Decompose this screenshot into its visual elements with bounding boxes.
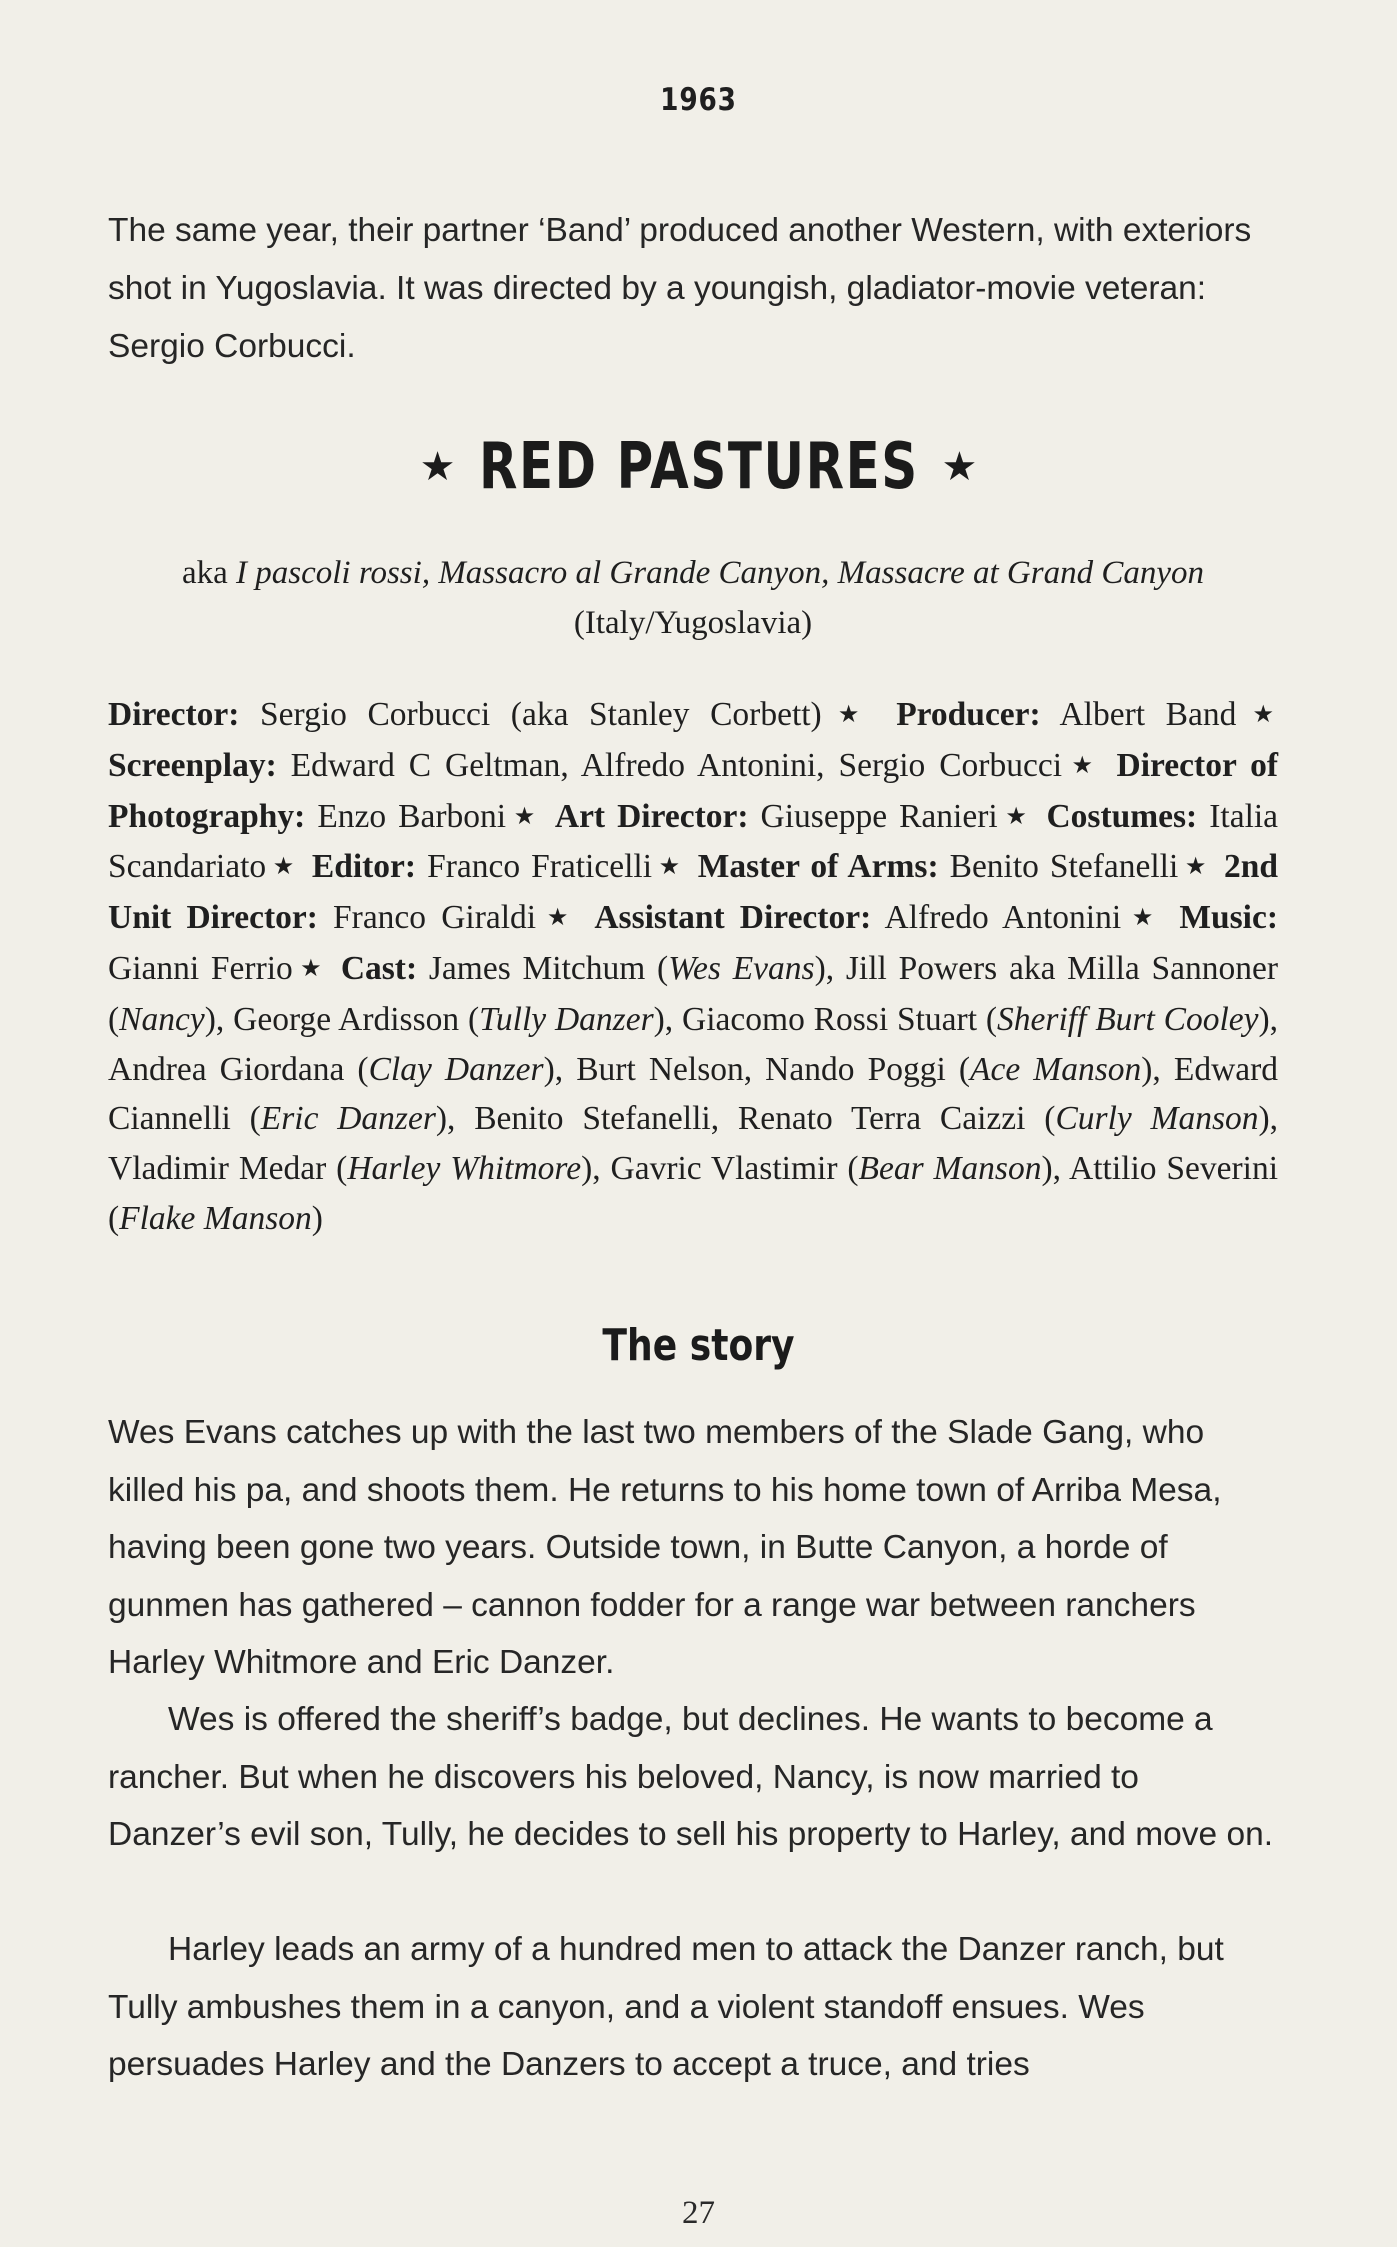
credit-value: Franco Fraticelli [427,848,652,886]
aka-prefix: aka [181,555,237,591]
cast-role: Wes Evans [668,949,815,987]
cast-actor: Benito Stefanelli, Renato Terra Caizzi [474,1100,1026,1138]
film-title-text: RED PASTURES [478,430,919,504]
cast-role: Clay Danzer [368,1050,544,1088]
aka-titles: I pascoli rossi, Massacro al Grande Canyon, Massacre at Grand Canyon [236,555,1204,591]
cast-role: Bear Manson [858,1150,1042,1188]
running-head: 1963 [660,82,737,118]
cast-role: Sheriff Burt Cooley [997,1000,1259,1038]
credit-value: Giuseppe Ranieri [760,797,998,835]
credit-value: Benito Stefanelli [949,848,1179,886]
cast-actor: Edward Ciannelli [108,1050,1279,1138]
credit-label: Costumes: [1046,797,1198,835]
credit-value: Albert Band [1059,696,1237,733]
cast-role: Eric Danzer [260,1100,436,1138]
cast-role: Harley Whitmore [347,1150,582,1188]
credit-label: Screenplay: [108,746,277,784]
credit-label: Director: [108,696,240,733]
credit-value: Italia Scandariato [108,797,1279,886]
star-separator-icon: ★ [270,854,297,881]
cast-actor: Attilio Severini [1069,1150,1279,1188]
credit-label: Assistant Director: [594,899,872,937]
star-separator-icon: ★ [296,955,326,982]
star-separator-icon: ★ [1066,752,1099,779]
cast-actor: Gavric Vlastimir [610,1150,838,1188]
credit-label: Director of Photography: [108,746,1279,835]
cast-actor: Vladimir Medar [108,1150,327,1188]
cast-role: Tully Danzer [479,1000,654,1038]
star-separator-icon: ★ [1125,905,1161,932]
intro-paragraph: The same year, their partner ‘Band’ produced another Western, with exteriors shot in Yugoslavia. It was directed by a youngish, gladiator-movie veteran: Sergio Corbucci. [108,212,1252,365]
credit-value: Enzo Barboni [317,797,507,835]
star-icon: ★ [941,444,978,490]
star-separator-icon: ★ [540,905,576,932]
cast-actor: George Ardisson [233,1000,460,1038]
countries: (Italy/Yugoslavia) [573,605,813,641]
star-icon: ★ [419,444,456,490]
credit-value: Sergio Corbucci (aka Stanley Corbett) [260,696,822,733]
star-separator-icon: ★ [1240,702,1275,728]
cast-actor: Burt Nelson, Nando Poggi [576,1050,946,1088]
story-paragraph: Harley leads an army of a hundred men to attack the Danzer ranch, but Tully ambushes them in a canyon, and a violent standoff ensues. Wes persuades Harley and the Danzers to accept a truce, and tries [108,1931,1224,2084]
cast-actor: James Mitchum [428,949,646,987]
credit-value: Gianni Ferrio [108,949,293,987]
star-separator-icon: ★ [1182,854,1210,881]
credit-value: Edward C Geltman, Alfredo Antonini, Sergio Corbucci [290,746,1063,784]
star-separator-icon: ★ [510,803,539,830]
story-paragraph: Wes is offered the sheriff’s badge, but declines. He wants to become a rancher. But when he discovers his beloved, Nancy, is now married to Danzer’s evil son, Tully, he decides to sell his property to Harley, and move on. [108,1701,1274,1854]
credit-label: 2nd Unit Director: [108,848,1279,937]
star-separator-icon: ★ [825,702,872,728]
credit-label: Cast: [340,949,418,987]
credit-label: Master of Arms: [697,848,939,886]
page-number: 27 [682,2195,715,2231]
film-title [0,430,1397,504]
cast-role: Ace Manson [970,1050,1142,1088]
cast-role: Flake Manson [119,1199,312,1237]
story-paragraph: Wes Evans catches up with the last two members of the Slade Gang, who killed his pa, and shoots them. He returns to his home town of Arriba Mesa, having been gone two years. Outside town, in Butte Canyon, a horde of gunmen has gathered – cannon fodder for a range war between ranchers Harley Whitmore and Eric Danzer. [108,1414,1222,1682]
credit-label: Editor: [311,848,417,886]
credit-value: Alfredo Antonini [884,899,1122,937]
credit-label: Art Director: [554,797,749,835]
cast-actor: Jill Powers aka Milla Sannoner [845,949,1279,987]
cast-role: Curly Manson [1055,1100,1259,1138]
story-heading: The story [602,1320,795,1371]
star-separator-icon: ★ [656,854,683,881]
cast-actor: Andrea Giordana [108,1050,345,1088]
aka-block [108,548,1278,648]
cast-role: Nancy [119,1000,205,1038]
star-separator-icon: ★ [1001,803,1031,830]
credits-block: Director: Sergio Corbucci (aka Stanley Corbett) ★ Producer: Albert Band ★ Screenplay: Edward C Geltman, Alfredo Antonini, Sergio Corbucci ★ Director of Photography: Enzo Barboni ★ Art Director: Giuseppe Ranieri ★ Costumes: Italia Scandariato ★ Editor: Franco Fraticelli ★ Master of Arms: Benito Stefanelli ★ 2nd Unit Director: Franco Giraldi ★ Assistant Director: Alfredo Antonini ★ Music: Gianni Ferrio ★ Cast: James Mitchum (Wes Evans), Jill Powers aka Milla Sannoner (Nancy), George Ardisson (Tully Danzer), Giacomo Rossi Stuart (Sheriff Burt Cooley), Andrea Giordana (Clay Danzer), Burt Nelson, Nando Poggi (Ace Manson), Edward Ciannelli (Eric Danzer), Benito Stefanelli, Renato Terra Caizzi (Curly Manson), Vladimir Medar (Harley Whitmore), Gavric Vlastimir (Bear Manson), Attilio Severini (Flake Manson) [108,696,1279,1237]
cast-actor: Giacomo Rossi Stuart [682,1000,978,1038]
credit-label: Producer: [896,696,1041,733]
credit-value: Franco Giraldi [333,899,537,937]
credit-label: Music: [1179,899,1279,937]
